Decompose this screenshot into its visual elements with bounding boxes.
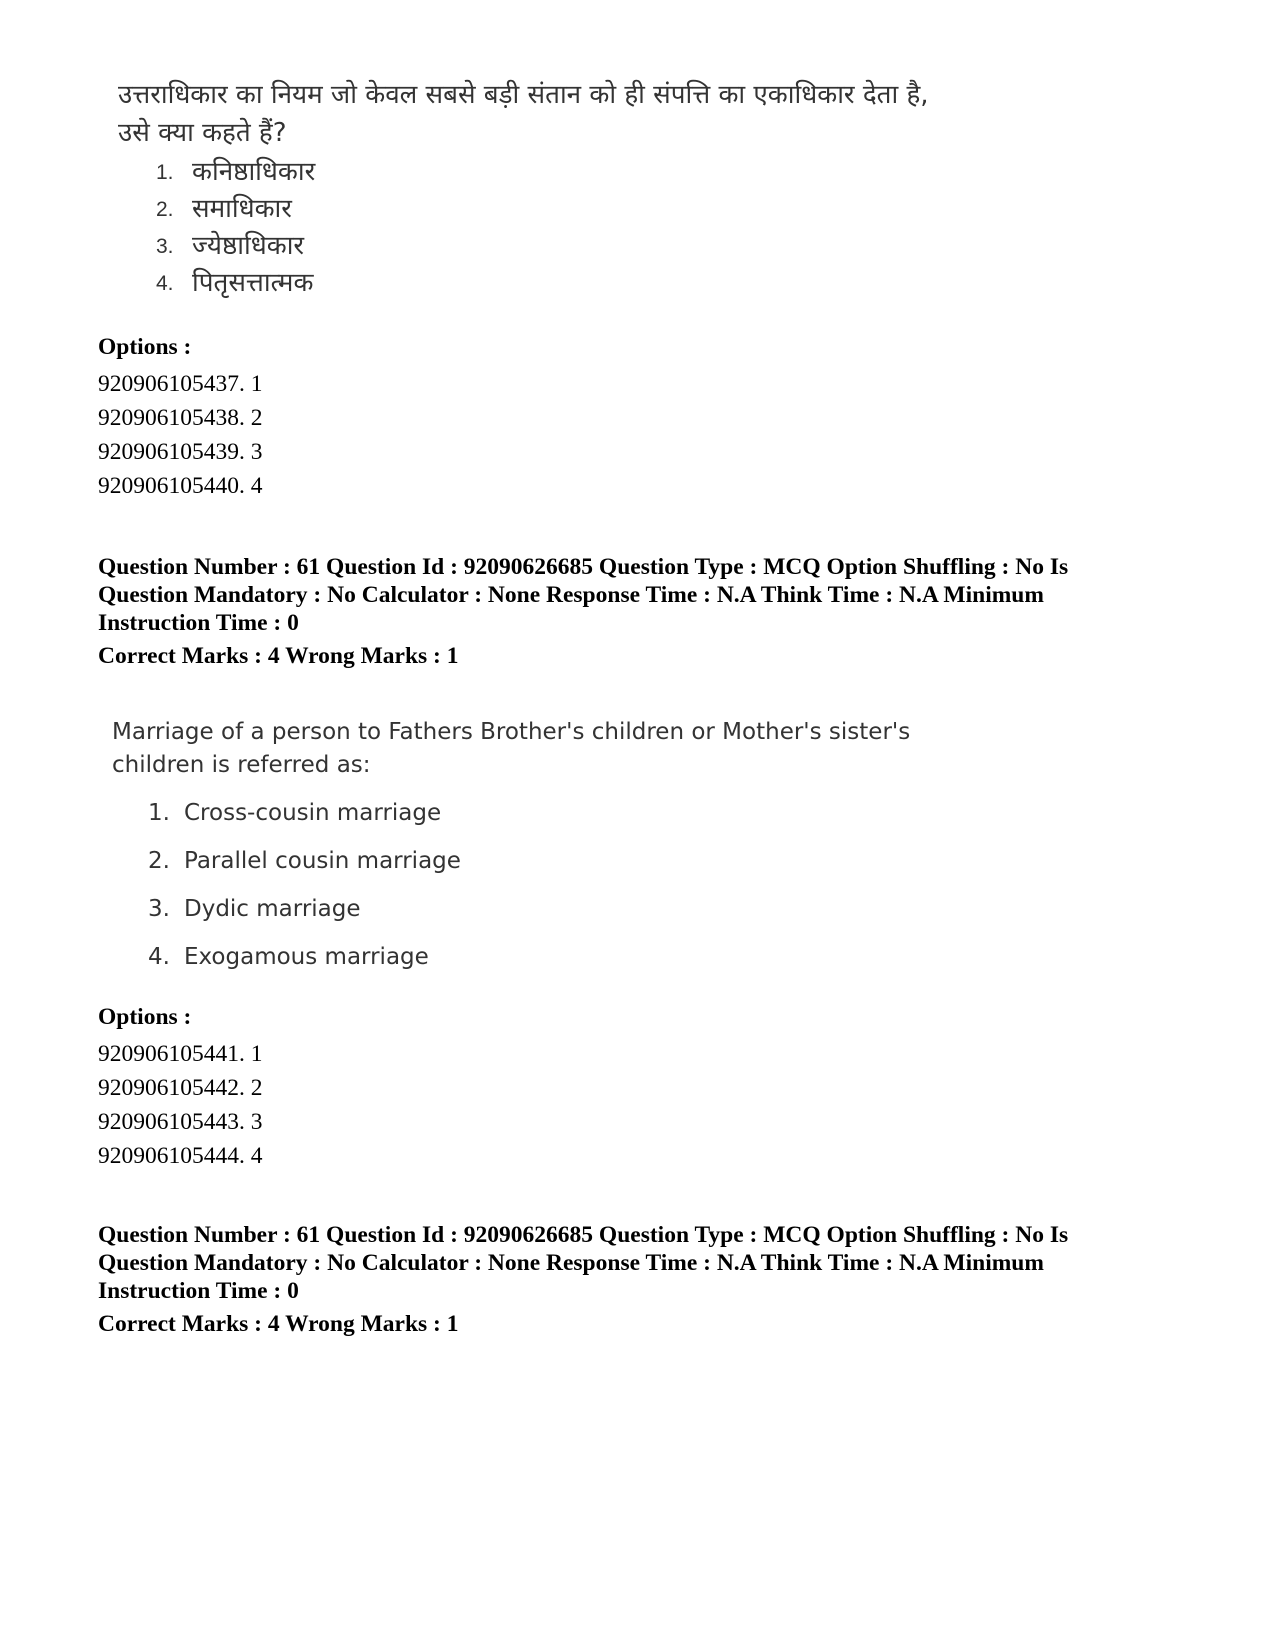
choice-text: समाधिकार	[192, 194, 292, 224]
options-label: Options :	[98, 1004, 192, 1030]
question-image-english	[112, 716, 932, 990]
choice-number: 1.	[156, 161, 174, 184]
marks-line: Correct Marks : 4 Wrong Marks : 1	[98, 643, 459, 669]
choice-number: 2.	[148, 848, 170, 874]
metadata-line: Question Mandatory : No Calculator : None Response Time : N.A Think Time : N.A Minimum	[98, 582, 1044, 608]
choice-item	[148, 798, 932, 846]
choice-item	[156, 228, 938, 265]
question-stem-line-2: children is referred as:	[112, 752, 371, 778]
question-stem-line-1: Marriage of a person to Fathers Brother's children or Mother's sister's	[112, 719, 911, 745]
question-metadata	[98, 1221, 1188, 1338]
choice-item	[148, 846, 932, 894]
question-image-hindi	[118, 76, 938, 302]
choice-text: Cross-cousin marriage	[184, 800, 442, 826]
option-row: 920906105438. 2	[98, 405, 263, 431]
option-row: 920906105444. 4	[98, 1143, 263, 1169]
marks-line: Correct Marks : 4 Wrong Marks : 1	[98, 1311, 459, 1337]
choice-text: पितृसत्तात्मक	[192, 268, 314, 298]
choice-item	[156, 154, 938, 191]
choice-number: 1.	[148, 800, 170, 826]
options-label: Options :	[98, 334, 192, 360]
metadata-line: Instruction Time : 0	[98, 1278, 299, 1304]
question-stem-line-2: उसे क्या कहते हैं?	[118, 118, 287, 148]
choice-number: 2.	[156, 198, 174, 221]
options-block	[98, 1003, 1188, 1173]
choice-text: ज्येष्ठाधिकार	[192, 231, 305, 261]
choice-item	[148, 942, 932, 990]
choice-item	[156, 191, 938, 228]
metadata-line: Instruction Time : 0	[98, 610, 299, 636]
option-row: 920906105441. 1	[98, 1041, 263, 1067]
options-block	[98, 333, 1188, 503]
choice-number: 3.	[156, 235, 174, 258]
question-metadata	[98, 553, 1188, 670]
choice-text: Exogamous marriage	[184, 944, 429, 970]
choice-number: 4.	[156, 272, 174, 295]
option-row: 920906105442. 2	[98, 1075, 263, 1101]
choice-text: कनिष्ठाधिकार	[192, 157, 316, 187]
choice-number: 3.	[148, 896, 170, 922]
option-row: 920906105439. 3	[98, 439, 263, 465]
choice-list	[156, 154, 938, 302]
metadata-line: Question Number : 61 Question Id : 92090626685 Question Type : MCQ Option Shuffling : No Is	[98, 554, 1069, 580]
choice-item	[156, 265, 938, 302]
option-row: 920906105437. 1	[98, 371, 263, 397]
choice-text: Parallel cousin marriage	[184, 848, 461, 874]
metadata-line: Question Mandatory : No Calculator : None Response Time : N.A Think Time : N.A Minimum	[98, 1250, 1044, 1276]
choice-number: 4.	[148, 944, 170, 970]
choice-item	[148, 894, 932, 942]
metadata-line: Question Number : 61 Question Id : 92090626685 Question Type : MCQ Option Shuffling : No Is	[98, 1222, 1069, 1248]
option-row: 920906105440. 4	[98, 473, 263, 499]
question-stem-line-1: उत्तराधिकार का नियम जो केवल सबसे बड़ी संतान को ही संपत्ति का एकाधिकार देता है,	[118, 80, 929, 110]
option-row: 920906105443. 3	[98, 1109, 263, 1135]
choice-text: Dydic marriage	[184, 896, 361, 922]
choice-list	[148, 798, 932, 990]
